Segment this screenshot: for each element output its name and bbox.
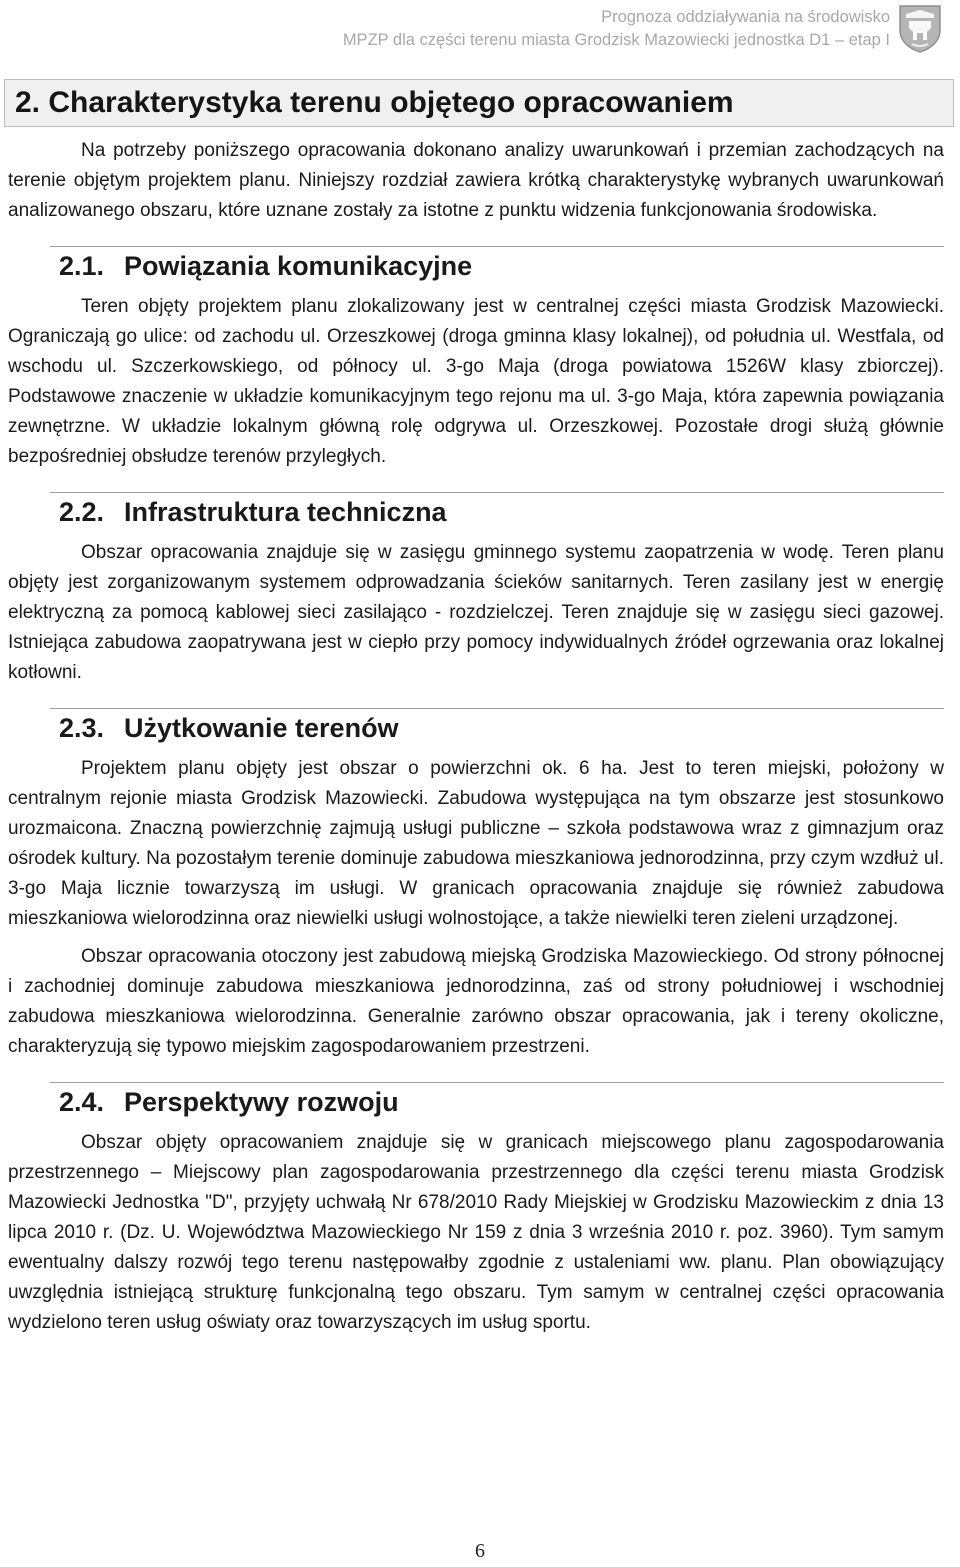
section-number: 2.3. xyxy=(59,713,105,743)
coat-of-arms-icon xyxy=(898,4,942,54)
section-heading xyxy=(50,492,944,538)
chapter-intro: Na potrzeby poniższego opracowania dokonano analizy uwarunkowań i przemian zachodzących na terenie objętym projektem planu. Niniejszy rozdział zawiera krótką charakterystykę wybranych uwarunkowań analizowanego obszaru, które uznane zostały za istotne z punktu widzenia funkcjonowania środowiska. xyxy=(8,140,944,221)
section-heading xyxy=(50,1082,944,1128)
section-transport xyxy=(8,246,944,472)
section-number: 2.4. xyxy=(59,1087,105,1117)
section-infrastructure xyxy=(8,492,944,688)
page-number: 6 xyxy=(475,1540,485,1562)
section-title: Infrastruktura techniczna xyxy=(124,497,447,527)
chapter-heading-box xyxy=(4,79,954,127)
paragraph: Teren objęty projektem planu zlokalizowany jest w centralnej części miasta Grodzisk Mazowiecki. Ograniczają go ulice: od zachodu ul. Orzeszkowej (droga gminna klasy lokalnej), od południa ul. Westfala, od wschodu ul. Szczerkowskiego, od północy ul. 3-go Maja (droga powiatowa 1526W klasy zbiorczej). Podstawowe znaczenie w układzie komunikacyjnym tego rejonu ma ul. 3-go Maja, która zapewnia powiązania zewnętrzne. W układzie lokalnym główną rolę odgrywa ul. Orzeszkowej. Pozostałe drogi służą głównie bezpośredniej obsłudze terenów przyległych. xyxy=(8,296,944,467)
section-title: Użytkowanie terenów xyxy=(124,713,399,743)
page-header xyxy=(0,0,960,62)
paragraph: Obszar opracowania znajduje się w zasięgu gminnego systemu zaopatrzenia w wodę. Teren planu objęty jest zorganizowanym systemem odprowadzania ścieków sanitarnych. Teren zasilany jest w energię elektryczną za pomocą kablowej sieci zasilająco - rozdzielczej. Teren znajduje się w zasięgu sieci gazowej. Istniejąca zabudowa zaopatrywana jest w ciepło przy pomocy indywidualnych źródeł ogrzewania oraz lokalnej kotłowni. xyxy=(8,542,944,683)
header-text xyxy=(343,6,890,52)
section-title: Powiązania komunikacyjne xyxy=(124,251,473,281)
section-title: Perspektywy rozwoju xyxy=(124,1087,399,1117)
section-number: 2.1. xyxy=(59,251,105,281)
section-heading xyxy=(50,246,944,292)
paragraph: Obszar objęty opracowaniem znajduje się w granicach miejscowego planu zagospodarowania przestrzennego – Miejscowy plan zagospodarowania przestrzennego dla części terenu miasta Grodzisk Mazowiecki Jednostka "D", przyjęty uchwałą Nr 678/2010 Rady Miejskiej w Grodzisku Mazowieckim z dnia 13 lipca 2010 r. (Dz. U. Województwa Mazowieckiego Nr 159 z dnia 3 września 2010 r. poz. 3960). Tym samym ewentualny dalszy rozwój tego terenu następowałby zgodnie z ustaleniami ww. planu. Plan obowiązujący uwzględnia istniejącą strukturę funkcjonalną tego obszaru. Tym samym w centralnej części opracowania wydzielono teren usług oświaty oraz towarzyszących im usług sportu. xyxy=(8,1132,944,1333)
paragraph: Projektem planu objęty jest obszar o powierzchni ok. 6 ha. Jest to teren miejski, położony w centralnym rejonie miasta Grodzisk Mazowiecki. Zabudowa występująca na tym obszarze jest stosunkowo urozmaicona. Znaczną powierzchnię zajmują usługi publiczne – szkoła podstawowa wraz z gimnazjum oraz ośrodek kultury. Na pozostałym terenie dominuje zabudowa mieszkaniowa jednorodzinna, przy czym wzdłuż ul. 3-go Maja licznie towarzyszą im usługi. W granicach opracowania znajduje się również zabudowa mieszkaniowa wielorodzinna oraz niewielki usługi wolnostojące, a także niewielki teren zieleni urządzonej. xyxy=(8,758,944,929)
paragraph: Obszar opracowania otoczony jest zabudową miejską Grodziska Mazowieckiego. Od strony północnej i zachodniej dominuje zabudowa mieszkaniowa jednorodzinna, zaś od strony południowej i wschodniej zabudowa mieszkaniowa wielorodzinna. Generalnie zarówno obszar opracowania, jak i tereny okoliczne, charakteryzują się typowo miejskim zagospodarowaniem przestrzeni. xyxy=(8,946,944,1057)
document-body xyxy=(8,136,944,1338)
section-land-use xyxy=(8,708,944,1062)
section-heading xyxy=(50,708,944,754)
header-subtitle: MPZP dla części terenu miasta Grodzisk Mazowiecki jednostka D1 – etap I xyxy=(342,31,890,49)
section-development-prospects xyxy=(8,1082,944,1338)
chapter-title: 2. Charakterystyka terenu objętego opracowaniem xyxy=(15,86,734,119)
section-number: 2.2. xyxy=(59,497,105,527)
header-title: Prognoza oddziaływania na środowisko xyxy=(601,8,890,26)
